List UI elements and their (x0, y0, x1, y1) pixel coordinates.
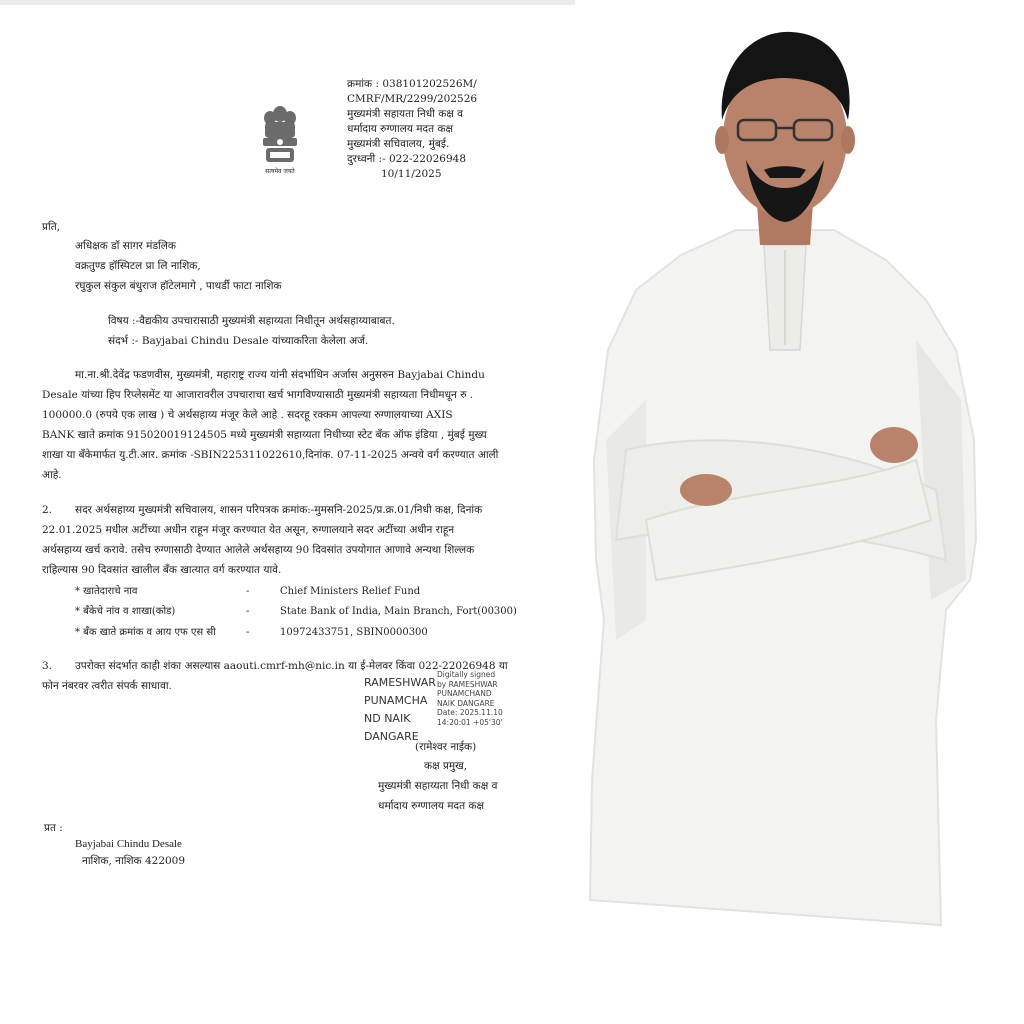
signature-name-line: RAMESHWAR (364, 676, 436, 689)
office-name: मुख्यमंत्री सहायता निधी कक्ष व (347, 108, 463, 120)
paragraph-1-line: 100000.0 (रुपये एक लाख ) चे अर्थसहाय्य मंजूर केले आहे . सदरहू रक्कम आपल्या रुग्णालयाच्या AXIS (42, 409, 453, 421)
bank-detail-value: State Bank of India, Main Branch, Fort(00300) (280, 606, 517, 617)
reference-line: संदर्भ :- Bayjabai Chindu Desale यांच्याकरिता केलेला अर्ज. (108, 335, 369, 347)
copy-to-name: Bayjabai Chindu Desale (75, 838, 182, 850)
letter-date: 10/11/2025 (381, 168, 442, 180)
bank-detail-label: * बँकेचे नांव व शाखा(कोड) (75, 606, 176, 617)
addressee-line: अधिक्षक डॉ सागर मंडलिक (75, 240, 176, 252)
emblem-caption: सत्यमेव जयते (265, 168, 295, 175)
signature-meta-line: 14:20:01 +05'30' (437, 717, 503, 727)
paragraph-1-line: BANK खाते क्रमांक 915020019124505 मध्ये मुख्यमंत्री सहाय्यता निधीच्या स्टेट बँक ऑफ इंडिया , मुंबई मुख्य (42, 429, 487, 441)
bank-detail-sep: - (246, 627, 250, 638)
office-name-cont: धर्मादाय रुग्णालय मदत कक्ष (347, 123, 454, 135)
reference-number: क्रमांक : 038101202526M/ (347, 78, 477, 90)
copy-to-label: प्रत : (44, 822, 63, 834)
signature-name (364, 674, 436, 746)
bank-detail-sep: - (246, 606, 250, 617)
signer-name: (रामेश्वर नाईक) (415, 741, 477, 753)
office-location: मुख्यमंत्री सचिवालय, मुंबई. (347, 138, 450, 150)
signer-office: मुख्यमंत्री सहाय्यता निधी कक्ष व (378, 780, 498, 792)
paragraph-1-line: आहे. (42, 469, 62, 481)
paragraph-2-line: 22.01.2025 मधील अटींच्या अधीन राहून मंजूर करण्यात येत असून, रुग्णालयाने सदर अटींच्या अधीन राहून (42, 524, 455, 536)
paragraph-2-line: अर्थसहाय्य खर्च करावे. तसेच रुग्णासाठी देण्यात आलेले अर्थसहाय्य 90 दिवसांत उपयोगात आणावे अन्यथा शिल्लक (42, 544, 475, 556)
bank-detail-label: * बँक खाते क्रमांक व आय एफ एस सी (75, 627, 216, 638)
paragraph-1-line: शाखा या बँकेमार्फत यु.टी.आर. क्रमांक -SBIN225311022610,दिनांक. 07-11-2025 अन्वये वर्ग करण्यात आली (42, 449, 499, 461)
signature-meta-line: NAIK DANGARE (437, 698, 495, 708)
bank-detail-value: 10972433751, SBIN0000300 (280, 627, 428, 638)
paragraph-3-line: उपरोक्त संदर्भात काही शंका असल्यास aaouti.cmrf-mh@nic.in या ई-मेलवर किंवा 022-22026948 या (75, 660, 508, 672)
signature-meta (437, 670, 503, 727)
subject-line: विषय :-वैद्यकीय उपचारासाठी मुख्यमंत्री सहाय्यता निधीतून अर्थसहाय्याबाबत. (108, 315, 395, 327)
signature-meta-line: by RAMESHWAR (437, 679, 498, 689)
office-phone: दुरध्वनी :- 022-22026948 (347, 153, 466, 165)
reference-block (347, 77, 477, 182)
to-label: प्रति, (42, 221, 61, 233)
signer-office: धर्मादाय रुग्णालय मदत कक्ष (378, 800, 485, 812)
signer-designation: कक्ष प्रमुख, (424, 760, 468, 772)
addressee-line: वक्रतुण्ड हॉस्पिटल प्रा लि नाशिक, (75, 260, 201, 272)
paragraph-3-line: फोन नंबरवर त्वरीत संपर्क साधावा. (42, 680, 172, 692)
bank-detail-sep: - (246, 586, 250, 597)
reference-number-cont: CMRF/MR/2299/202526 (347, 93, 478, 105)
bank-detail-label: * खातेदाराचे नाव (75, 586, 138, 597)
digital-signature (364, 670, 514, 744)
paragraph-3-number: 3. (42, 660, 53, 672)
paragraph-2-line: सदर अर्थसहाय्य मुख्यमंत्री सचिवालय, शासन परिपत्रक क्रमांक:-मुमसनि-2025/प्र.क्र.01/निधी कक्ष, दिनांक (75, 504, 483, 516)
copy-to-address: नाशिक, नाशिक 422009 (82, 855, 186, 867)
person-portrait (586, 20, 984, 932)
signature-name-line: DANGARE (364, 730, 419, 743)
signature-name-line: ND NAIK (364, 712, 411, 725)
signature-meta-line: PUNAMCHAND (437, 689, 492, 698)
state-emblem-icon (256, 104, 304, 180)
signature-meta-line: Digitally signed (437, 670, 496, 679)
signature-name-line: PUNAMCHA (364, 694, 428, 707)
paragraph-2-line: राहिल्यास 90 दिवसांत खालील बँक खात्यात वर्ग करण्यात यावे. (42, 564, 282, 576)
addressee-line: रघुकुल संकुल बंधुराज हॉटेलमागे , पाथर्डी फाटा नाशिक (75, 280, 282, 292)
bank-detail-value: Chief Ministers Relief Fund (280, 586, 421, 597)
paragraph-2-number: 2. (42, 504, 53, 516)
paragraph-1-line: Desale यांच्या हिप रिप्लेसमेंट या आजारावरील उपचाराचा खर्च भागविण्यासाठी मुख्यमंत्री सहाय्यता निधीमधून रु . (42, 389, 474, 401)
signature-meta-line: Date: 2025.11.10 (437, 708, 503, 717)
paragraph-1-line: मा.ना.श्री.देवेंद्र फडणवीस, मुख्यमंत्री, महाराष्ट्र राज्य यांनी संदर्भाधिन अर्जास अनुसरुन Bayjabai Chindu (75, 369, 485, 381)
